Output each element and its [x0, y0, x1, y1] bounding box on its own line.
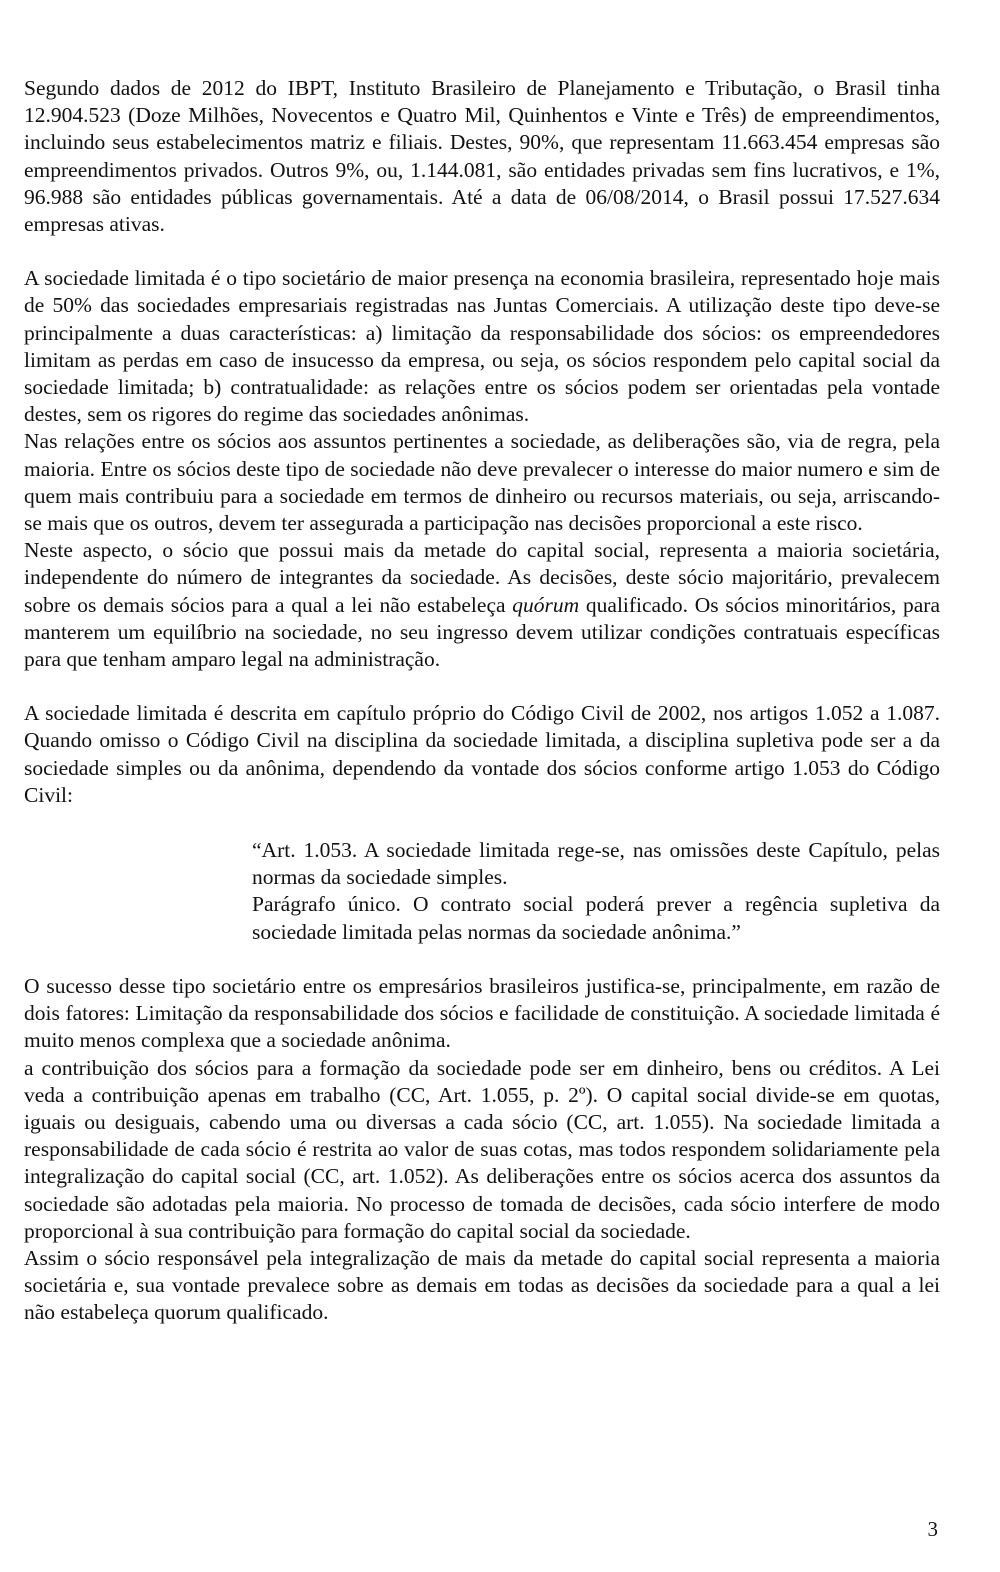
article-sole-paragraph-text: Parágrafo único. O contrato social poderá prever a regência supletiva da sociedade limitada pelas normas da sociedade anônima.” [252, 892, 940, 944]
majority-partner-text-end: qualificado. Os sócios minoritários, para manterem um equilíbrio na sociedade, no seu ingresso devem utilizar condições contratuais específicas para que tenham amparo legal na administração. [24, 592, 940, 672]
page-number: 3 [927, 1517, 938, 1541]
majority-partner-text-start: Neste aspecto, o sócio que possui mais da metade do capital social, representa a maioria societária, independente do número de integrantes da sociedade. As decisões, deste sócio majoritário, prevalecem sobre os demais sócios para a qual a lei não estabeleça [24, 538, 940, 617]
civil-code-article-quote [252, 837, 940, 946]
paragraph-success-factors: O sucesso desse tipo societário entre os empresários brasileiros justifica-se, principalmente, em razão de dois fatores: Limitação da responsabilidade dos sócios e facilidade de constituição. A sociedade limitada é muito menos complexa que a sociedade anônima. [24, 973, 940, 1053]
paragraph-civil-code-description: A sociedade limitada é descrita em capítulo próprio do Código Civil de 2002, nos artigos 1.052 a 1.087. Quando omisso o Código Civil na disciplina da sociedade limitada, a disciplina supletiva pode ser a da sociedade simples ou da anônima, dependendo da vontade dos sócios conforme artigo 1.053 do Código Civil: [24, 701, 940, 807]
quorum-italic-term: quórum [512, 592, 580, 617]
paragraph-limited-company-presence: A sociedade limitada é o tipo societário de maior presença na economia brasileira, representado hoje mais de 50% das sociedades empresariais registradas nas Juntas Comerciais. A utilização deste tipo deve-se principalmente a duas características: a) limitação da responsabilidade dos sócios: os empreendedores limitam as perdas em caso de insucesso da empresa, ou seja, os sócios respondem pelo capital social da sociedade limitada; b) contratualidade: as relações entre os sócios podem ser orientadas pela vontade destes, sem os rigores do regime das sociedades anônimas. [24, 266, 940, 427]
document-page [24, 75, 940, 1327]
paragraph-majority-conclusion: Assim o sócio responsável pela integralização de mais da metade do capital social representa a maioria societária e, sua vontade prevalece sobre as demais em todas as decisões da sociedade para a qual a lei não estabeleça quorum qualificado. [24, 1245, 940, 1325]
paragraph-majority-partner [24, 537, 940, 673]
article-1053-text: “Art. 1.053. A sociedade limitada rege-se, nas omissões deste Capítulo, pelas normas da sociedade simples. [252, 838, 940, 890]
paragraph-ibpt-statistics: Segundo dados de 2012 do IBPT, Instituto Brasileiro de Planejamento e Tributação, o Brasil tinha 12.904.523 (Doze Milhões, Novecentos e Quatro Mil, Quinhentos e Vinte e Três) de empreendimentos, incluindo seus estabelecimentos matriz e filiais. Destes, 90%, que representam 11.663.454 empresas são empreendimentos privados. Outros 9%, ou, 1.144.081, são entidades privadas sem fins lucrativos, e 1%, 96.988 são entidades públicas governamentais. Até a data de 06/08/2014, o Brasil possui 17.527.634 empresas ativas. [24, 76, 940, 237]
paragraph-partner-relations: Nas relações entre os sócios aos assuntos pertinentes a sociedade, as deliberações são, via de regra, pela maioria. Entre os sócios deste tipo de sociedade não deve prevalecer o interesse do maior numero e sim de quem mais contribuiu para a sociedade em termos de dinheiro ou recursos materiais, ou seja, arriscando-se mais que os outros, devem ter assegurada a participação nas decisões proporcional a este risco. [24, 429, 940, 536]
paragraph-partner-contribution: a contribuição dos sócios para a formação da sociedade pode ser em dinheiro, bens ou créditos. A Lei veda a contribuição apenas em trabalho (CC, Art. 1.055, p. 2º). O capital social divide-se em quotas, iguais ou desiguais, cabendo uma ou diversas a cada sócio (CC, art. 1.055). Na sociedade limitada a responsabilidade de cada sócio é restrita ao valor de suas cotas, mas todos respondem solidariamente pela integralização do capital social (CC, art. 1.052). As deliberações entre os sócios acerca dos assuntos da sociedade são adotadas pela maioria. No processo de tomada de decisões, cada sócio interfere de modo proporcional à sua contribuição para formação do capital social da sociedade. [24, 1055, 940, 1243]
